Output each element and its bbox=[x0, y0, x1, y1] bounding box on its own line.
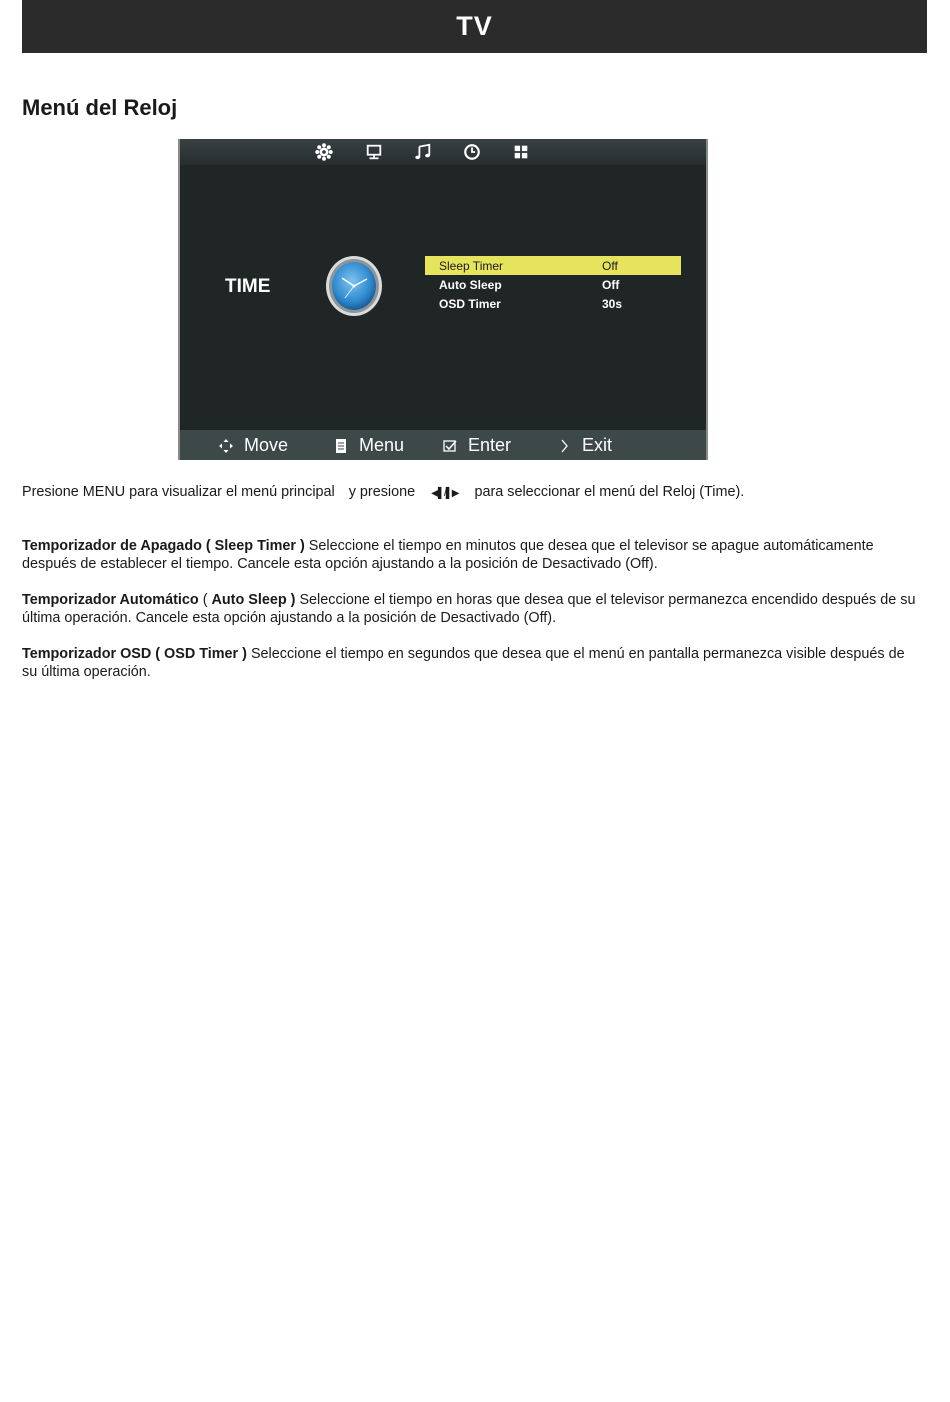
description-term: Temporizador Automático bbox=[22, 592, 199, 608]
sleep-timer-description bbox=[22, 537, 922, 573]
nav-menu bbox=[333, 435, 404, 456]
description-text: Seleccione el tiempo en horas que desea que el televisor permanezca encendido después de su última operación. Cancele esta opción ajustando a la posición de Desactivado (Off). bbox=[22, 592, 916, 626]
menu-item-value: Off bbox=[602, 278, 620, 292]
picture-gear-icon bbox=[314, 142, 334, 162]
header-title: TV bbox=[456, 11, 493, 41]
nav-exit-label: Exit bbox=[582, 435, 613, 455]
intro-text-middle: y presione bbox=[348, 484, 416, 500]
move-arrows-icon bbox=[218, 438, 234, 454]
menu-item-value: Off bbox=[602, 259, 618, 273]
osd-timer-description bbox=[22, 645, 922, 681]
tv-osd-screenshot bbox=[178, 139, 708, 460]
nav-enter bbox=[442, 435, 511, 456]
section-title: Menú del Reloj bbox=[22, 95, 178, 120]
description-term: Temporizador de Apagado ( Sleep Timer ) bbox=[22, 538, 305, 554]
return-arrow-icon bbox=[556, 438, 572, 454]
menu-doc-icon bbox=[333, 438, 349, 454]
nav-move bbox=[218, 435, 288, 456]
monitor-icon bbox=[364, 142, 384, 162]
nav-move-label: Move bbox=[244, 435, 289, 455]
clock-icon bbox=[462, 142, 482, 162]
intro-paragraph bbox=[22, 483, 922, 503]
nav-enter-label: Enter bbox=[468, 435, 512, 455]
menu-item-label: Sleep Timer bbox=[439, 259, 504, 273]
menu-item-auto-sleep[interactable] bbox=[425, 275, 681, 294]
grid-icon bbox=[511, 142, 531, 162]
osd-bottom-bar bbox=[180, 430, 706, 460]
osd-menu-list bbox=[425, 256, 681, 313]
menu-item-label: Auto Sleep bbox=[439, 278, 502, 292]
description-term-sep: ( bbox=[198, 592, 212, 608]
auto-sleep-description bbox=[22, 591, 922, 627]
left-right-arrows-icon: ◀▌/▌▶ bbox=[431, 488, 459, 499]
osd-top-bar bbox=[180, 139, 706, 165]
menu-item-osd-timer[interactable] bbox=[425, 294, 681, 313]
description-text: Seleccione el tiempo en minutos que desea que el televisor se apague automáticamente después de establecer el tiempo. Cancele esta opción ajustando a la posición de Desactivado (Off). bbox=[22, 538, 874, 572]
page-header bbox=[22, 0, 927, 53]
intro-text-after: para seleccionar el menú del Reloj (Time). bbox=[474, 484, 745, 500]
nav-exit bbox=[556, 435, 612, 456]
description-text: Seleccione el tiempo en segundos que desea que el menú en pantalla permanezca visible después de su última operación. bbox=[22, 646, 905, 680]
osd-page-label: TIME bbox=[225, 276, 271, 297]
nav-menu-label: Menu bbox=[359, 435, 405, 455]
checkbox-icon bbox=[442, 438, 458, 454]
description-term: Temporizador OSD ( OSD Timer ) bbox=[22, 646, 247, 662]
menu-item-sleep-timer[interactable] bbox=[425, 256, 681, 275]
description-term: Auto Sleep ) bbox=[211, 592, 296, 608]
menu-item-value: 30s bbox=[602, 297, 623, 311]
analog-clock-icon bbox=[325, 255, 383, 317]
music-note-icon bbox=[413, 142, 433, 162]
menu-item-label: OSD Timer bbox=[439, 297, 501, 311]
intro-text-before: Presione MENU para visualizar el menú principal bbox=[22, 484, 335, 500]
